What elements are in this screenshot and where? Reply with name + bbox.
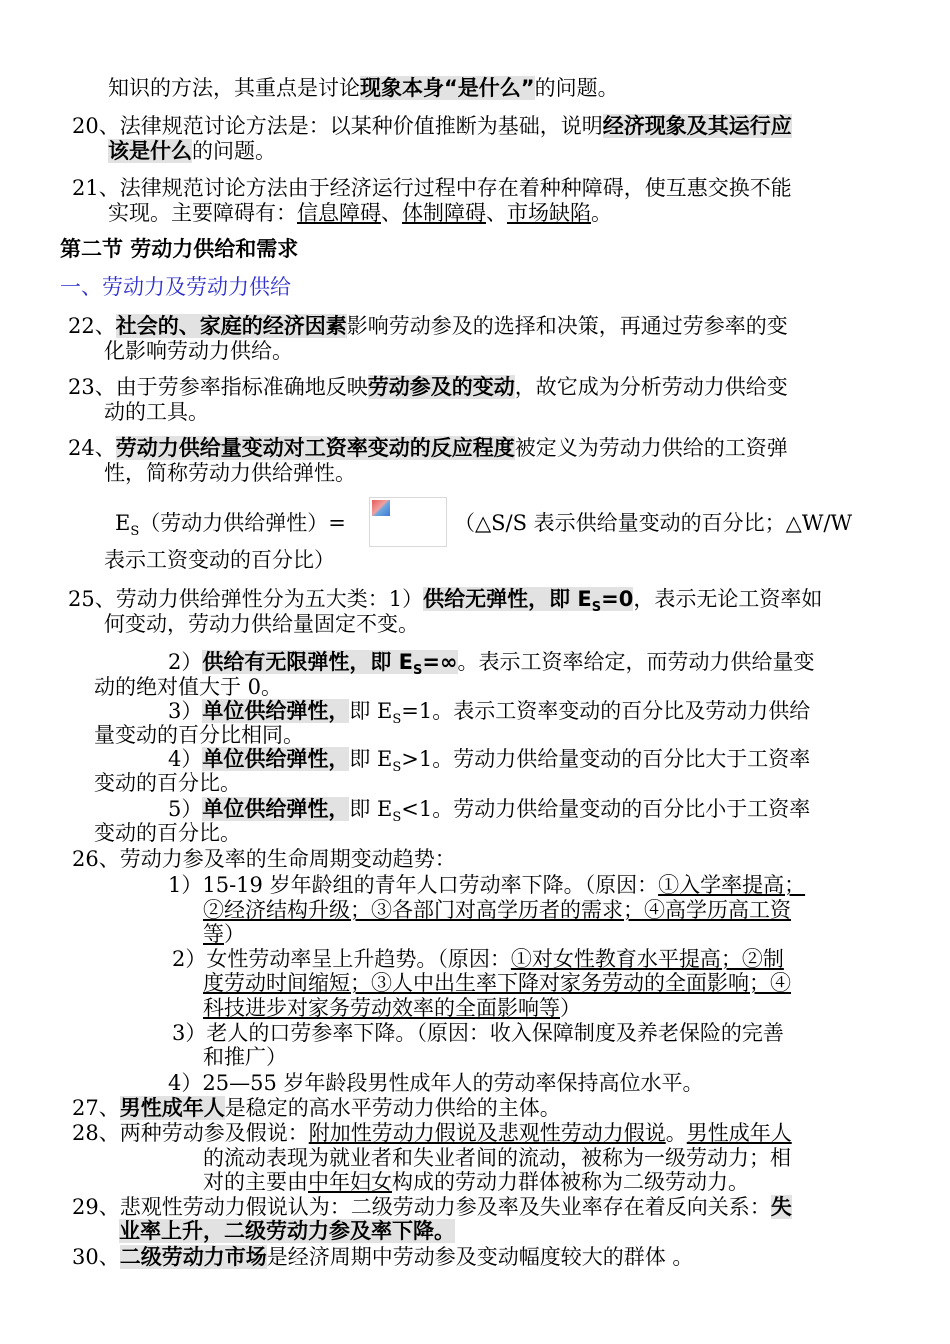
highlight: 单位供给弹性， (202, 797, 350, 821)
item-28-line-2: 的流动表现为就业者和失业者间的流动，被称为一级劳动力；相 (203, 1146, 791, 1170)
text: 知识的方法，其重点是讨论 (108, 76, 360, 100)
text: 24、 (68, 436, 116, 460)
elasticity-note-line-2: 表示工资变动的百分比） (104, 548, 335, 572)
text: 。表示工资率给定，而劳动力供给量变 (457, 650, 815, 674)
text: =1 (401, 699, 433, 723)
item-25-3-line-2: 量变动的百分比相同。 (94, 723, 304, 747)
section-heading: 第二节 劳动力供给和需求 (60, 237, 299, 261)
item-21-line-2 (108, 201, 612, 225)
underline: ①对女性教育水平提高；②制 (510, 947, 784, 971)
text: 1）15-19 岁年龄组的青年人口劳动率下降。（原因： (168, 873, 659, 897)
item-28 (72, 1121, 792, 1145)
subsection-heading: 一、劳动力及劳动力供给 (60, 275, 291, 299)
item-26-3: 3）老人的口劳参率下降。（原因：收入保障制度及养老保险的完善 (172, 1021, 784, 1045)
text: 、 (486, 201, 507, 225)
item-25-2-line-2: 动的绝对值大于 0。 (94, 675, 283, 699)
text: 。 (665, 1121, 687, 1145)
highlight: 劳动力供给量变动对工资率变动的反应程度 (115, 436, 515, 460)
underline: 体制障碍 (402, 201, 486, 225)
item-25-4 (168, 747, 810, 780)
item-25-5 (168, 797, 810, 830)
text: 。劳动力供给量变动的百分比小于工资率 (432, 797, 811, 821)
underline: 附加性劳动力假说及悲观性劳动力假说 (308, 1121, 666, 1145)
text: 是经济周期中劳动参及变动幅度较大的群体 。 (266, 1245, 694, 1269)
item-27 (72, 1096, 561, 1120)
item-29-line-2 (119, 1219, 455, 1243)
subscript: S (591, 600, 602, 616)
underline: 信息障碍 (297, 201, 381, 225)
underline: 男性成年人 (686, 1121, 792, 1145)
text: 20、法律规范讨论方法是：以某种价值推断为基础，说明 (72, 114, 603, 138)
item-19-line-2 (108, 76, 619, 100)
subscript: S (130, 524, 140, 540)
text: 2）女性劳动率呈上升趋势。（原因： (172, 947, 511, 971)
text: ，故它成为分析劳动力供给变 (514, 375, 788, 399)
item-26-2-line-2: 度劳动时间缩短；③人中出生率下降对家务劳动的全面影响；④ (203, 971, 791, 995)
item-26-1-line-3 (203, 922, 245, 946)
formula-image (369, 497, 447, 547)
text: ，表示无论工资率如 (633, 587, 823, 611)
highlight: 男性成年人 (119, 1096, 225, 1120)
text: 是稳定的高水平劳动力供给的主体。 (224, 1096, 561, 1120)
text: 2） (168, 650, 203, 674)
elasticity-formula-label (115, 511, 346, 544)
text: 29、悲观性劳动力假说认为：二级劳动力参及率及失业率存在着反向关系： (72, 1195, 771, 1219)
item-26-1-line-2: ②经济结构升级；③各部门对高学历者的需求；④高学历高工资 (203, 898, 791, 922)
text: E (115, 511, 131, 535)
highlight (423, 587, 634, 616)
item-20-line-2 (108, 139, 276, 163)
text: 22、 (68, 314, 116, 338)
item-28-line-3 (203, 1170, 749, 1194)
item-23 (68, 375, 788, 399)
text: 27、 (72, 1096, 120, 1120)
text: ） (224, 922, 245, 946)
item-25-4-line-2: 变动的百分比。 (94, 771, 241, 795)
text: >1 (401, 747, 433, 771)
highlight: 经济现象及其运行应 (602, 114, 792, 138)
text: 23、由于劳参率指标准确地反映 (68, 375, 368, 399)
text: 即 E (349, 747, 393, 771)
item-24-line-2: 性，简称劳动力供给弹性。 (104, 461, 356, 485)
text: 被定义为劳动力供给的工资弹 (514, 436, 788, 460)
text: <1 (401, 797, 433, 821)
text: 。表示工资率变动的百分比及劳动力供给 (432, 699, 811, 723)
highlight: 单位供给弹性， (202, 747, 350, 771)
text: 影响劳动参及的选择和决策，再通过劳参率的变 (346, 314, 788, 338)
text: 即 E (349, 797, 393, 821)
highlight: 失 (770, 1195, 792, 1219)
subscript: S (392, 810, 402, 826)
item-25-line-2: 何变动，劳动力供给量固定不变。 (104, 612, 419, 636)
item-20 (72, 114, 792, 138)
text: 28、两种劳动参及假说： (72, 1121, 309, 1145)
underline: 市场缺陷 (507, 201, 591, 225)
subscript: S (392, 760, 402, 776)
text: 的问题。 (534, 76, 619, 100)
underline: ①入学率提高； (658, 873, 806, 897)
item-26: 26、劳动力参及率的生命周期变动趋势： (72, 847, 456, 871)
elasticity-note: （△S/S 表示供给量变动的百分比；△W/W (454, 511, 853, 535)
text: =0 (601, 587, 634, 611)
item-30 (72, 1245, 693, 1269)
item-26-2 (172, 947, 784, 971)
text: 实现。主要障碍有： (108, 201, 297, 225)
item-21: 21、法律规范讨论方法由于经济运行过程中存在着种种障碍，使互惠交换不能 (72, 176, 792, 200)
highlight: 该是什么 (108, 139, 192, 163)
highlight: 二级劳动力市场 (119, 1245, 267, 1269)
text: 对的主要由 (203, 1170, 308, 1194)
highlight: 劳动参及的变动 (367, 375, 515, 399)
text: 即 E (349, 699, 393, 723)
item-22-line-2: 化影响劳动力供给。 (104, 339, 293, 363)
text: 30、 (72, 1245, 120, 1269)
highlight (202, 650, 458, 679)
text: 构成的劳动力群体被称为二级劳动力。 (392, 1170, 749, 1194)
item-23-line-2: 动的工具。 (104, 400, 209, 424)
item-26-2-line-3 (203, 996, 581, 1020)
text: 5） (168, 797, 203, 821)
text: 。劳动力供给量变动的百分比大于工资率 (432, 747, 811, 771)
text: 3） (168, 699, 203, 723)
text: ） (560, 996, 581, 1020)
highlight: 单位供给弹性， (202, 699, 350, 723)
highlight: 现象本身“是什么” (360, 76, 535, 100)
item-24 (68, 436, 788, 460)
item-25-5-line-2: 变动的百分比。 (94, 821, 241, 845)
item-26-3-line-2: 和推广） (203, 1045, 287, 1069)
text: 供给有无限弹性，即 E (202, 650, 414, 674)
highlight: 业率上升，二级劳动力参及率下降。 (119, 1219, 455, 1243)
item-26-1 (168, 873, 805, 897)
text: 供给无弹性，即 E (423, 587, 592, 611)
highlight: 社会的、家庭的经济因素 (115, 314, 347, 338)
underline: 中年妇女 (308, 1170, 392, 1194)
underline: 科技进步对家务劳动效率的全面影响等 (203, 996, 560, 1020)
broken-image-icon (372, 500, 390, 516)
text: 的问题。 (192, 139, 276, 163)
item-26-4: 4）25—55 岁年龄段男性成年人的劳动率保持高位水平。 (168, 1071, 704, 1095)
text: 4） (168, 747, 203, 771)
text: （劳动力供给弹性）= (139, 511, 346, 535)
text: 25、劳动力供给弹性分为五大类：1） (68, 587, 424, 611)
text: 。 (591, 201, 612, 225)
item-22 (68, 314, 788, 338)
underline: 等 (203, 922, 224, 946)
text: =∞ (422, 650, 458, 674)
text: 、 (381, 201, 402, 225)
subscript: S (413, 663, 423, 679)
subscript: S (392, 712, 402, 728)
item-29 (72, 1195, 792, 1219)
